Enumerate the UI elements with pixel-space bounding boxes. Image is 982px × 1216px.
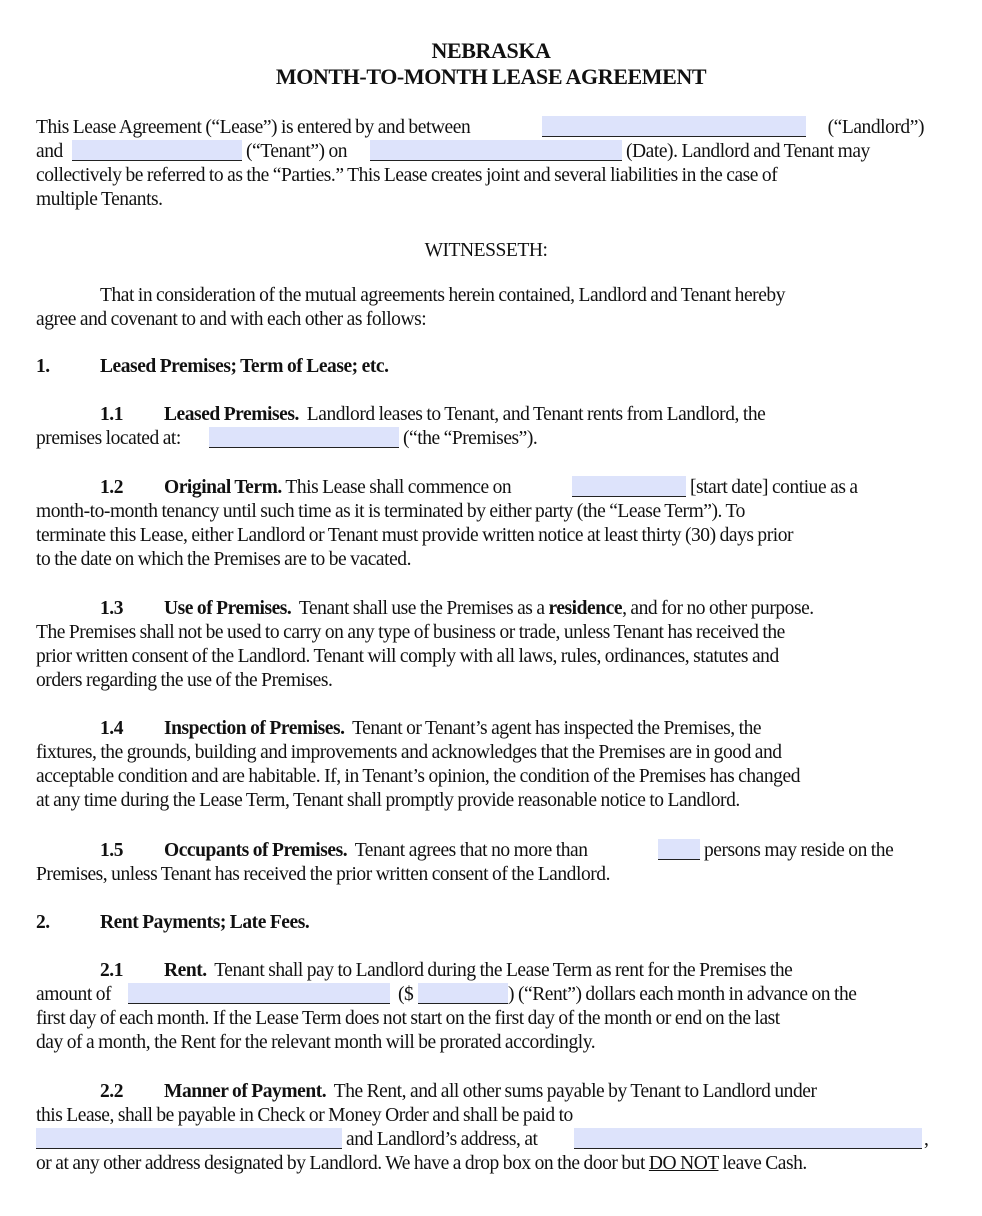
intro-paragraph <box>36 116 936 212</box>
clause-text: [start date] contiue as a <box>690 477 858 498</box>
clause-text: Tenant shall use the Premises as a <box>298 598 545 619</box>
clause-title: Leased Premises. <box>164 404 299 425</box>
section-number: 2. <box>36 912 50 933</box>
clause-text: month-to-month tenancy until such time as it is terminated by either party (the “Lease Term”). To <box>36 501 745 522</box>
clause-text: fixtures, the grounds, building and improvements and acknowledges that the Premises are in good and <box>36 742 782 763</box>
clause-text: , <box>924 1129 929 1150</box>
clause-title: Manner of Payment. <box>164 1081 327 1102</box>
clause-1-5 <box>36 839 936 887</box>
section-title: Rent Payments; Late Fees. <box>100 912 310 933</box>
clause-text: acceptable condition and are habitable. If, in Tenant’s opinion, the condition of the Premises has changed <box>36 766 800 787</box>
clause-title: Use of Premises. <box>164 598 292 619</box>
clause-text: The Rent, and all other sums payable by Tenant to Landlord under <box>333 1081 817 1102</box>
clause-text: persons may reside on the <box>704 840 894 861</box>
clause-text: ($ <box>398 984 414 1005</box>
clause-text: leave Cash. <box>722 1153 807 1174</box>
intro-text: collectively be referred to as the “Parties.” This Lease creates joint and several liabilities in the case of <box>36 165 778 186</box>
clause-text: Tenant or Tenant’s agent has inspected the Premises, the <box>352 718 762 739</box>
witnesseth-paragraph <box>36 284 936 332</box>
intro-text: (Date). Landlord and Tenant may <box>626 141 870 162</box>
witnesseth-text: That in consideration of the mutual agreements herein contained, Landlord and Tenant hereby <box>100 285 786 306</box>
section-title: Leased Premises; Term of Lease; etc. <box>100 356 389 377</box>
clause-text: prior written consent of the Landlord. Tenant will comply with all laws, rules, ordinances, statutes and <box>36 646 779 667</box>
lease-date-field[interactable] <box>370 140 622 161</box>
clause-text-bold: residence <box>548 598 623 619</box>
clause-text: or at any other address designated by Landlord. We have a drop box on the door but <box>36 1153 645 1174</box>
occupants-count-field[interactable] <box>658 839 700 860</box>
payee-name-field[interactable] <box>36 1128 342 1149</box>
clause-text: Premises, unless Tenant has received the prior written consent of the Landlord. <box>36 864 611 885</box>
clause-text: and Landlord’s address, at <box>346 1129 538 1150</box>
section-1-heading <box>36 355 936 379</box>
clause-title: Occupants of Premises. <box>164 840 348 861</box>
clause-number: 2.2 <box>100 1081 124 1102</box>
premises-address-field[interactable] <box>209 427 399 448</box>
clause-2-1 <box>36 959 936 1055</box>
clause-text: Tenant agrees that no more than <box>354 840 588 861</box>
intro-text: This Lease Agreement (“Lease”) is entered by and between <box>36 117 471 138</box>
clause-1-4 <box>36 717 936 813</box>
clause-text: at any time during the Lease Term, Tenant shall promptly provide reasonable notice to Landlord. <box>36 790 740 811</box>
section-2-heading <box>36 911 936 935</box>
clause-2-2 <box>36 1080 936 1176</box>
clause-text: amount of <box>36 984 112 1005</box>
landlord-name-field[interactable] <box>542 116 806 137</box>
intro-text: multiple Tenants. <box>36 189 163 210</box>
rent-amount-dollars-field[interactable] <box>418 983 508 1004</box>
intro-text: and <box>36 141 63 162</box>
clause-text: (“the “Premises”). <box>403 428 538 449</box>
clause-text: to the date on which the Premises are to be vacated. <box>36 549 411 570</box>
clause-number: 1.4 <box>100 718 124 739</box>
clause-title: Inspection of Premises. <box>164 718 345 739</box>
clause-text: this Lease, shall be payable in Check or Money Order and shall be paid to <box>36 1105 573 1126</box>
clause-number: 1.1 <box>100 404 124 425</box>
clause-number: 1.5 <box>100 840 124 861</box>
witnesseth-heading: WITNESSETH: <box>424 240 548 261</box>
clause-1-3 <box>36 597 936 693</box>
clause-1-2 <box>36 476 936 572</box>
section-number: 1. <box>36 356 50 377</box>
clause-number: 2.1 <box>100 960 124 981</box>
clause-text: Landlord leases to Tenant, and Tenant rents from Landlord, the <box>306 404 766 425</box>
clause-text: This Lease shall commence on <box>285 477 512 498</box>
clause-text-underlined: DO NOT <box>648 1153 719 1174</box>
witnesseth-text: agree and covenant to and with each other as follows: <box>36 309 427 330</box>
clause-text: terminate this Lease, either Landlord or Tenant must provide written notice at least thirty (30) days prior <box>36 525 794 546</box>
document-title-state: NEBRASKA <box>431 38 551 63</box>
tenant-name-field[interactable] <box>72 140 242 161</box>
landlord-address-field[interactable] <box>574 1128 922 1149</box>
clause-text: day of a month, the Rent for the relevant month will be prorated accordingly. <box>36 1032 596 1053</box>
clause-title: Rent. <box>164 960 207 981</box>
clause-text: orders regarding the use of the Premises. <box>36 670 333 691</box>
intro-text: (“Tenant”) on <box>246 141 348 162</box>
clause-text: The Premises shall not be used to carry on any type of business or trade, unless Tenant has received the <box>36 622 785 643</box>
clause-text: first day of each month. If the Lease Term does not start on the first day of the month or end on the last <box>36 1008 780 1029</box>
document-title: MONTH-TO-MONTH LEASE AGREEMENT <box>275 64 707 89</box>
start-date-field[interactable] <box>572 476 686 497</box>
clause-1-1 <box>36 403 936 451</box>
clause-number: 1.3 <box>100 598 124 619</box>
clause-title: Original Term. <box>164 477 282 498</box>
intro-text: (“Landlord”) <box>827 117 924 138</box>
clause-text: Tenant shall pay to Landlord during the Lease Term as rent for the Premises the <box>214 960 793 981</box>
clause-number: 1.2 <box>100 477 124 498</box>
clause-text: ) (“Rent”) dollars each month in advance on the <box>508 984 857 1005</box>
rent-amount-words-field[interactable] <box>128 983 390 1004</box>
clause-text: premises located at: <box>36 428 181 449</box>
clause-text: , and for no other purpose. <box>622 598 814 619</box>
